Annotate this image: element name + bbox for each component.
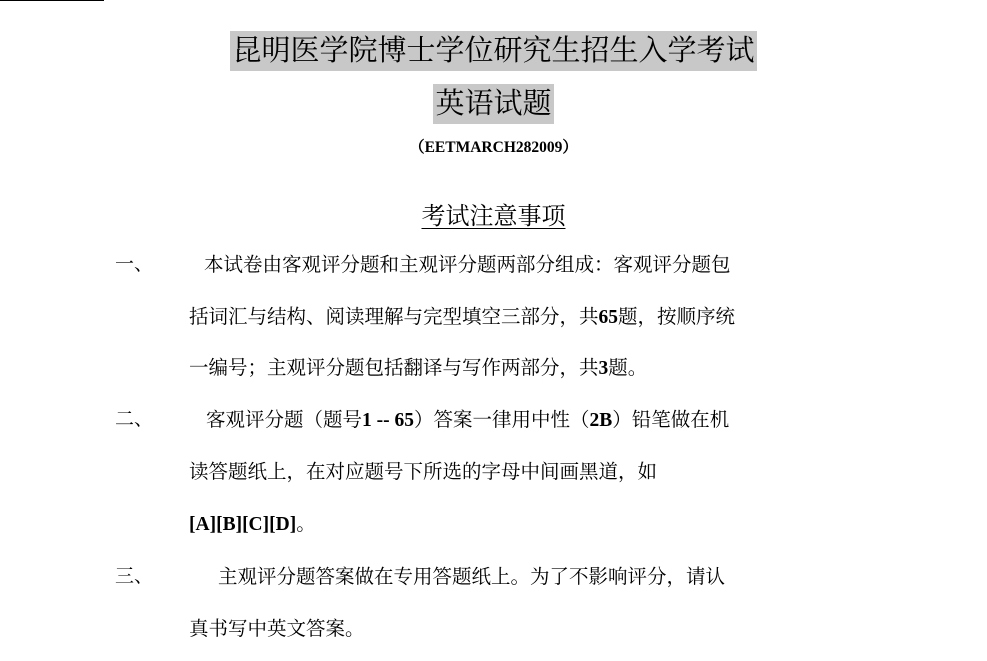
text-segment: 读答题纸上，在对应题号下所选的字母中间画黑道，如 [189,460,658,483]
text-segment: ）铅笔做在机 [612,408,730,431]
text-segment: 真书写中英文答案。 [189,617,365,640]
notice-item-line [218,567,725,587]
notice-item-marker: 一、 [115,253,154,275]
text-segment: 题。 [608,356,648,379]
notice-item-marker: 三、 [115,565,154,587]
text-segment: 主观评分题答案做在专用答题纸上。为了不影响评分，请认 [218,565,726,588]
notice-item-line [189,307,735,328]
notice-item-line [189,358,647,379]
exam-title [0,31,987,71]
exam-title-text: 昆明医学院博士学位研究生招生入学考试 [230,31,756,71]
text-segment: 。 [296,512,316,535]
exam-subtitle [0,84,987,124]
top-rule [0,0,104,1]
exam-subtitle-text: 英语试题 [433,84,553,124]
notice-item-line [206,410,729,431]
notice-item-line [189,619,365,639]
notice-item-line [189,514,316,535]
text-segment: 题，按顺序统 [618,305,736,328]
text-segment: 括词汇与结构、阅读理解与完型填空三部分，共 [189,305,599,328]
bold-text: 1 -- 65 [362,410,415,431]
exam-code: （EETMARCH282009） [409,139,578,156]
bold-text: [A][B][C][D] [189,514,297,535]
notice-item-marker: 二、 [115,408,154,430]
notice-heading: 考试注意事项 [421,202,566,230]
text-segment: 客观评分题（题号 [206,408,363,431]
notice-item-line [189,462,657,482]
bold-text: 2B [589,410,613,431]
text-segment: ）答案一律用中性（ [414,408,590,431]
text-segment: 本试卷由客观评分题和主观评分题两部分组成：客观评分题包 [204,253,731,276]
text-segment: 一编号；主观评分题包括翻译与写作两部分，共 [189,356,599,379]
bold-text: 3 [598,358,609,379]
notice-item-line [204,255,731,275]
bold-text: 65 [598,307,619,328]
